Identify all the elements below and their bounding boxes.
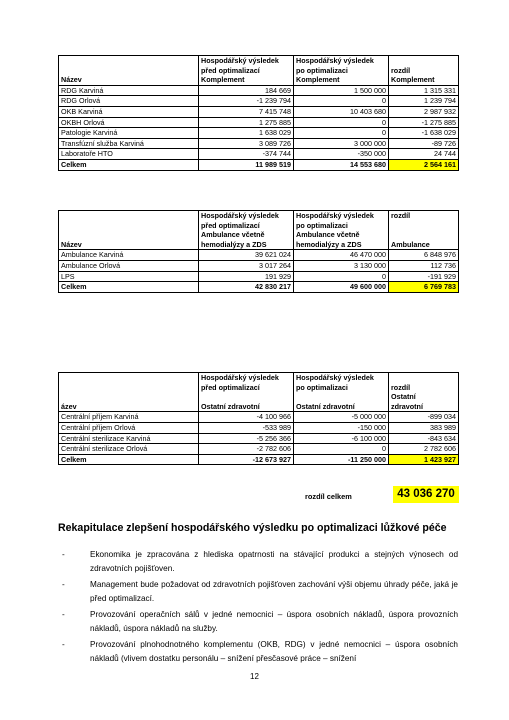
value-cell: 2 987 932 [389,106,459,117]
table-header-row [59,373,459,412]
row-label-cell: Patologie Karviná [59,128,199,139]
row-label-cell: OKBH Orlová [59,117,199,128]
value-cell: -843 634 [389,433,459,444]
value-cell: -5 256 366 [199,433,294,444]
header-line: Komplement [391,75,435,85]
value-cell: -11 250 000 [294,454,389,465]
value-cell: -1 239 794 [199,96,294,107]
bullet-text: Provozování operačních sálů v jedné nemocnici – úspora osobních nákladů, úspora provozních nákladů, úspora nákladů na služby. [90,610,458,633]
header-line [201,392,291,402]
table-total-row [59,282,459,293]
table-row [59,260,459,271]
value-cell: -191 929 [389,271,459,282]
table-row [59,433,459,444]
grand-total-value: 43 036 270 [393,486,459,503]
value-cell: -899 034 [389,412,459,423]
table-row [59,250,459,261]
header-line: Hospodářský výsledek [201,211,279,221]
value-cell: -89 726 [389,138,459,149]
value-cell: 184 669 [199,85,294,96]
table-row [59,412,459,423]
table-row [59,106,459,117]
table-row [59,149,459,160]
value-cell: -5 000 000 [294,412,389,423]
row-label-cell: Laboratoře HTO [59,149,199,160]
header-line: po optimalizaci [296,382,348,392]
header-line: rozdíl [391,382,411,392]
header-line: hemodialýzy a ZDS [201,239,267,249]
header-nazev [59,56,199,86]
header-after [294,56,389,86]
value-cell: -12 673 927 [199,454,294,465]
highlighted-diff-total: 1 423 927 [389,454,459,465]
value-cell: 14 553 680 [294,159,389,170]
row-label-cell: LPS [59,271,199,282]
value-cell: 3 017 264 [199,260,294,271]
header-diff [389,373,459,412]
header-line: před optimalizací [201,382,260,392]
value-cell: 3 089 726 [199,138,294,149]
header-nazev [59,373,199,412]
bullet-text: Management bude požadovat od zdravotních pojišťoven zachování výši objemu úhrady péče, jaká je před optimalizací. [90,580,458,603]
header-before [199,56,294,86]
header-after [294,211,389,250]
bullet-list [62,548,458,668]
header-line [391,221,456,231]
value-cell: 24 744 [389,149,459,160]
row-label-cell: Ambulance Orlová [59,260,199,271]
row-label-cell: Transfúzní služba Karviná [59,138,199,149]
value-cell: 1 275 885 [199,117,294,128]
header-line [391,373,456,383]
header-line: rozdíl [391,65,411,75]
header-before [199,211,294,250]
header-line: Ambulance [391,239,430,249]
value-cell: -2 782 606 [199,444,294,455]
value-cell: 7 415 748 [199,106,294,117]
header-line: Hospodářský výsledek [296,56,374,66]
value-cell: -1 275 885 [389,117,459,128]
table-ambulance [58,210,459,293]
value-cell: -350 000 [294,149,389,160]
value-cell: -6 100 000 [294,433,389,444]
header-line: po optimalizaci [296,220,348,230]
table-header-row [59,211,459,250]
list-item [62,578,458,605]
header-line: ázev [61,401,77,411]
value-cell: -533 989 [199,422,294,433]
table-header-row [59,56,459,86]
row-label-cell: Centrální sterilizace Karviná [59,433,199,444]
table-total-row [59,159,459,170]
value-cell: 0 [294,271,389,282]
header-line: Ostatní zdravotní [296,401,355,411]
value-cell: 6 848 976 [389,250,459,261]
header-nazev [59,211,199,250]
table-row [59,271,459,282]
header-line: zdravotní [391,401,423,411]
header-line: Název [61,75,82,85]
value-cell: 3 000 000 [294,138,389,149]
bullet-marker: - [62,580,65,589]
value-cell: 49 600 000 [294,282,389,293]
bullet-marker: - [62,550,65,559]
header-line: Ambulance včetně [201,230,265,240]
value-cell: 11 989 519 [199,159,294,170]
table-row [59,117,459,128]
highlighted-diff-total: 2 564 161 [389,159,459,170]
value-cell: 0 [294,444,389,455]
header-after [294,373,389,412]
header-line: hemodialýzy a ZDS [296,239,362,249]
header-diff [389,211,459,250]
row-label-cell: Celkem [59,454,199,465]
header-line: Název [61,239,82,249]
header-line: před optimalizací [201,220,260,230]
header-line: Hospodářský výsledek [296,211,374,221]
value-cell: 1 315 331 [389,85,459,96]
value-cell: -1 638 029 [389,128,459,139]
value-cell: 1 638 029 [199,128,294,139]
table-row [59,128,459,139]
row-label-cell: RDG Karviná [59,85,199,96]
table-row [59,444,459,455]
value-cell: 0 [294,117,389,128]
grand-total-label: rozdíl celkem [305,492,352,501]
header-line: Komplement [296,75,340,85]
bullet-text: Provozování plnohodnotného komplementu (OKB, RDG) v jedné nemocnici – úspora osobních nákladů (vlivem dostatku personálu – snížení přesčasové práce – snížení [90,640,458,663]
value-cell: 1 500 000 [294,85,389,96]
value-cell: 42 830 217 [199,282,294,293]
table-komplement [58,55,459,171]
header-line [296,392,386,402]
bullet-text: Ekonomika je zpracována z hlediska opatrnosti na stávající produkci a stejných výnosech od zdravotních pojišťoven. [90,550,458,573]
value-cell: 10 403 680 [294,106,389,117]
header-before [199,373,294,412]
bullet-marker: - [62,640,65,649]
table-row [59,96,459,107]
value-cell: 1 239 794 [389,96,459,107]
header-line: Komplement [201,75,245,85]
header-line: Ostatní [391,392,416,402]
row-label-cell: Centrální příjem Orlová [59,422,199,433]
header-diff [389,56,459,86]
page-number: 12 [250,672,259,681]
header-line: Hospodářský výsledek [201,373,279,383]
header-line: Hospodářský výsledek [201,56,279,66]
value-cell: 39 621 024 [199,250,294,261]
table-total-row [59,454,459,465]
table-row [59,138,459,149]
header-line: Ostatní zdravotní [201,401,260,411]
header-line [391,230,456,240]
header-line: po optimalizaci [296,65,348,75]
header-line: Hospodářský výsledek [296,373,374,383]
row-label-cell: Celkem [59,159,199,170]
value-cell: 3 130 000 [294,260,389,271]
list-item [62,548,458,575]
section-heading: Rekapitulace zlepšení hospodářského výsledku po optimalizaci lůžkové péče [58,522,447,534]
row-label-cell: OKB Karviná [59,106,199,117]
header-line: před optimalizací [201,65,260,75]
row-label-cell: Ambulance Karviná [59,250,199,261]
row-label-cell: Centrální sterilizace Orlová [59,444,199,455]
row-label-cell: RDG Orlová [59,96,199,107]
value-cell: -150 000 [294,422,389,433]
header-line: rozdíl [391,211,411,220]
table-ostatni-zdravotni [58,372,459,465]
table-row [59,422,459,433]
value-cell: 0 [294,128,389,139]
row-label-cell: Celkem [59,282,199,293]
list-item [62,608,458,635]
bullet-marker: - [62,610,65,619]
header-line: Ambulance včetně [296,230,360,240]
value-cell: 383 989 [389,422,459,433]
list-item [62,638,458,665]
value-cell: -374 744 [199,149,294,160]
table-row [59,85,459,96]
value-cell: 0 [294,96,389,107]
highlighted-diff-total: 6 769 783 [389,282,459,293]
value-cell: 112 736 [389,260,459,271]
row-label-cell: Centrální příjem Karviná [59,412,199,423]
value-cell: -4 100 966 [199,412,294,423]
value-cell: 46 470 000 [294,250,389,261]
value-cell: 2 782 606 [389,444,459,455]
value-cell: 191 929 [199,271,294,282]
